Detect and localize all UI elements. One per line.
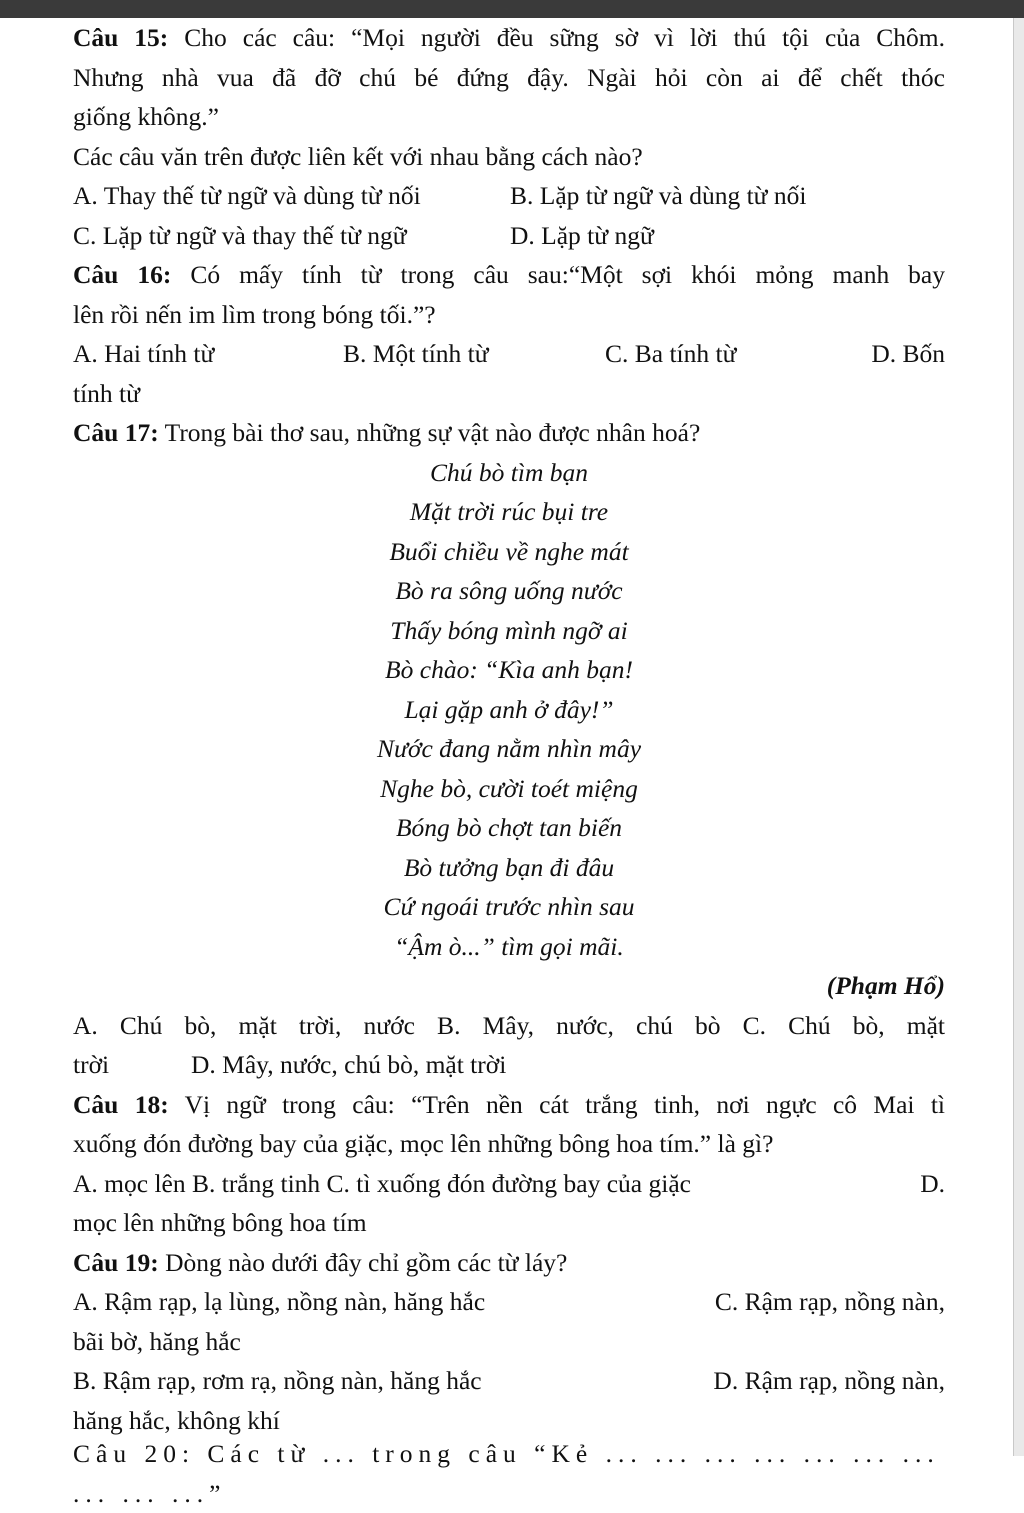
q16-option-d-part-2: tính từ: [73, 378, 140, 408]
q19-option-d-part-1: D. Rậm rạp, nồng nàn,: [713, 1366, 945, 1395]
q19-options-row-2: [73, 1361, 945, 1401]
q19-option-d-part-2: hăng hắc, không khí: [73, 1405, 280, 1435]
q17-line-1: [73, 413, 945, 453]
q16-option-c: C. Ba tính từ: [605, 339, 737, 368]
q18-text-2: xuống đón đường bay của giặc, mọc lên những bông hoa tím.” là gì?: [73, 1129, 774, 1158]
q18-option-d-part-2: mọc lên những bông hoa tím: [73, 1208, 367, 1237]
poem-line: Chú bò tìm bạn: [430, 457, 588, 487]
q16-label: Câu 16:: [73, 260, 172, 289]
cut-off-next-line: [73, 1438, 945, 1508]
poem-line: Bóng bò chợt tan biến: [395, 813, 623, 842]
q19-option-c-part-2: bãi bờ, hăng hắc: [73, 1326, 241, 1356]
poem-line: Nghe bò, cười toét miệng: [380, 773, 638, 803]
poem-line: Thấy bóng mình ngỡ ai: [390, 615, 628, 645]
q18-text-1: Vị ngữ trong câu: “Trên nền cát trắng tinh, nơi ngực cô Mai tì: [184, 1089, 945, 1119]
q15-text-3: giống không.”: [73, 102, 219, 131]
poem-line: “Ậm ò...” tìm gọi mãi.: [394, 931, 624, 961]
q18-options-row: [73, 1164, 945, 1204]
q17-option-d: D. Mây, nước, chú bò, mặt trời: [191, 1050, 507, 1079]
q17-option-c-part-2: trời: [73, 1050, 110, 1079]
q17-options-row-2: [73, 1045, 945, 1085]
q15-line-1: [73, 18, 945, 58]
q16-options-row: [73, 334, 945, 374]
q19-option-c-part-1: C. Rậm rạp, nồng nàn,: [714, 1287, 945, 1316]
poem-line: Bò chào: “Kìa anh bạn!: [385, 655, 633, 684]
q15-label: Câu 15:: [73, 23, 169, 52]
q16-text-2: lên rồi nến im lìm trong bóng tối.”?: [73, 299, 436, 329]
q19-text-1: Dòng nào dưới đây chỉ gồm các từ láy?: [165, 1247, 568, 1277]
poem-line: Mặt trời rúc bụi tre: [409, 497, 609, 526]
top-bar: [0, 0, 1024, 18]
poem-line: Lại gặp anh ở đây!”: [404, 694, 614, 724]
scrollbar-track[interactable]: [1013, 18, 1024, 1456]
q15-question: Các câu văn trên được liên kết với nhau bằng cách nào?: [73, 141, 643, 171]
q16-line-1: [73, 255, 945, 295]
q15-option-b: B. Lặp từ ngữ và dùng từ nối: [510, 181, 807, 210]
poem-line: Bò tưởng bạn đi đâu: [403, 852, 615, 882]
q15-option-d: D. Lặp từ ngữ: [510, 220, 654, 250]
poem-line: Buổi chiều về nghe mát: [389, 536, 629, 566]
q18-options-a-b-c: A. mọc lên B. trắng tinh C. tì xuống đón đường bay của giặc: [73, 1168, 691, 1198]
q16-option-d-part-1: D. Bốn: [871, 339, 945, 368]
q15-option-c: C. Lặp từ ngữ và thay thế từ ngữ: [73, 220, 407, 250]
q19-option-a: A. Rậm rạp, lạ lùng, nồng nàn, hăng hắc: [73, 1287, 486, 1316]
q15-text-2: Nhưng nhà vua đã đỡ chú bé đứng đậy. Ngài hỏi còn ai để chết thóc: [73, 62, 945, 92]
q19-line-1: [73, 1243, 945, 1283]
q19-options-row-1: [73, 1282, 945, 1322]
poem-author: (Phạm Hổ): [826, 971, 945, 1000]
poem-line: Bò ra sông uống nước: [395, 576, 623, 605]
q19-label: Câu 19:: [73, 1247, 159, 1277]
q20-partial-text: Câu 20: Các từ ... trong câu “Kẻ ... ... ... ... ... ... ... ... ... ...”: [73, 1439, 940, 1508]
q16-option-b: B. Một tính từ: [343, 339, 489, 368]
q17-options-line-1: A. Chú bò, mặt trời, nước B. Mây, nước, chú bò C. Chú bò, mặt: [73, 1010, 945, 1040]
document-page: [73, 18, 945, 1440]
q16-option-a: A. Hai tính từ: [73, 339, 215, 368]
q15-options-row-2: [73, 216, 945, 256]
q19-option-b: B. Rậm rạp, rơm rạ, nồng nàn, hăng hắc: [73, 1366, 482, 1395]
q17-label: Câu 17:: [73, 418, 159, 447]
q17-text-1: Trong bài thơ sau, những sự vật nào được nhân hoá?: [164, 418, 701, 447]
q15-text-1: Cho các câu: “Mọi người đều sững sờ vì lời thú tội của Chôm.: [184, 23, 946, 52]
q18-line-1: [73, 1085, 945, 1125]
poem-line: Nước đang nằm nhìn mây: [376, 734, 642, 763]
q18-label: Câu 18:: [73, 1089, 169, 1119]
q18-option-d-part-1: D.: [920, 1168, 945, 1198]
q15-options-row-1: [73, 176, 945, 216]
poem-line: Cứ ngoái trước nhìn sau: [383, 892, 635, 921]
q15-option-a: A. Thay thế từ ngữ và dùng từ nối: [73, 181, 421, 210]
q16-text-1: Có mấy tính từ trong câu sau:“Một sợi khói mỏng manh bay: [190, 260, 945, 289]
